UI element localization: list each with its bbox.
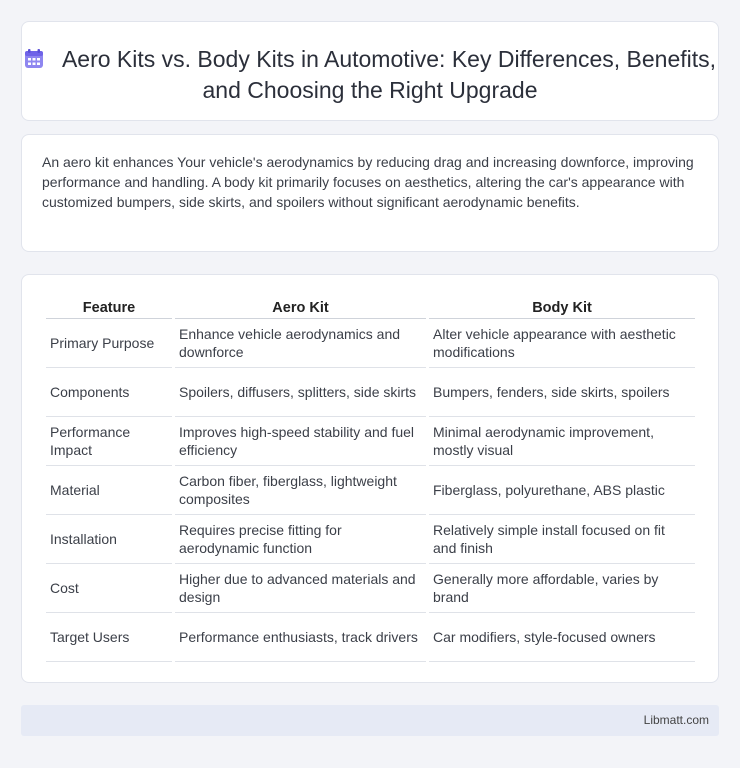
page-title [22,44,718,106]
footer-bar [21,705,719,736]
feature-cell: Material [46,466,172,515]
table-row [46,417,695,466]
body-kit-cell: Fiberglass, polyurethane, ABS plastic [429,466,695,515]
footer-brand-link[interactable]: Libmatt.com [643,713,709,727]
intro-card [21,134,719,252]
feature-cell: Performance Impact [46,417,172,466]
feature-cell: Target Users [46,613,172,662]
comparison-table [43,294,698,662]
aero-kit-cell: Performance enthusiasts, track drivers [175,613,426,662]
feature-cell: Installation [46,515,172,564]
aero-kit-cell: Higher due to advanced materials and design [175,564,426,613]
body-kit-cell: Generally more affordable, varies by brand [429,564,695,613]
body-kit-cell: Alter vehicle appearance with aesthetic modifications [429,319,695,368]
feature-cell: Components [46,368,172,417]
aero-kit-cell: Spoilers, diffusers, splitters, side skirts [175,368,426,417]
table-row [46,466,695,515]
aero-kit-cell: Requires precise fitting for aerodynamic function [175,515,426,564]
calendar-icon [24,49,44,69]
table-row [46,613,695,662]
feature-cell: Primary Purpose [46,319,172,368]
column-header-feature: Feature [46,294,172,319]
intro-paragraph: An aero kit enhances Your vehicle's aerodynamics by reducing drag and increasing downforce, improving performance and handling. A body kit primarily focuses on aesthetics, altering the car's appearance with customized bumpers, side skirts, and spoilers without significant aerodynamic benefits. [42,154,694,210]
column-header-body-kit: Body Kit [429,294,695,319]
title-card [21,21,719,121]
feature-cell: Cost [46,564,172,613]
comparison-card [21,274,719,683]
aero-kit-cell: Enhance vehicle aerodynamics and downforce [175,319,426,368]
body-kit-cell: Minimal aerodynamic improvement, mostly visual [429,417,695,466]
table-row [46,564,695,613]
body-kit-cell: Car modifiers, style-focused owners [429,613,695,662]
table-row [46,319,695,368]
aero-kit-cell: Carbon fiber, fiberglass, lightweight composites [175,466,426,515]
body-kit-cell: Relatively simple install focused on fit and finish [429,515,695,564]
table-header-row [46,294,695,319]
column-header-aero-kit: Aero Kit [175,294,426,319]
body-kit-cell: Bumpers, fenders, side skirts, spoilers [429,368,695,417]
aero-kit-cell: Improves high-speed stability and fuel efficiency [175,417,426,466]
table-row [46,368,695,417]
table-row [46,515,695,564]
page-title-text: Aero Kits vs. Body Kits in Automotive: Key Differences, Benefits, and Choosing the Right Upgrade [61,46,717,103]
